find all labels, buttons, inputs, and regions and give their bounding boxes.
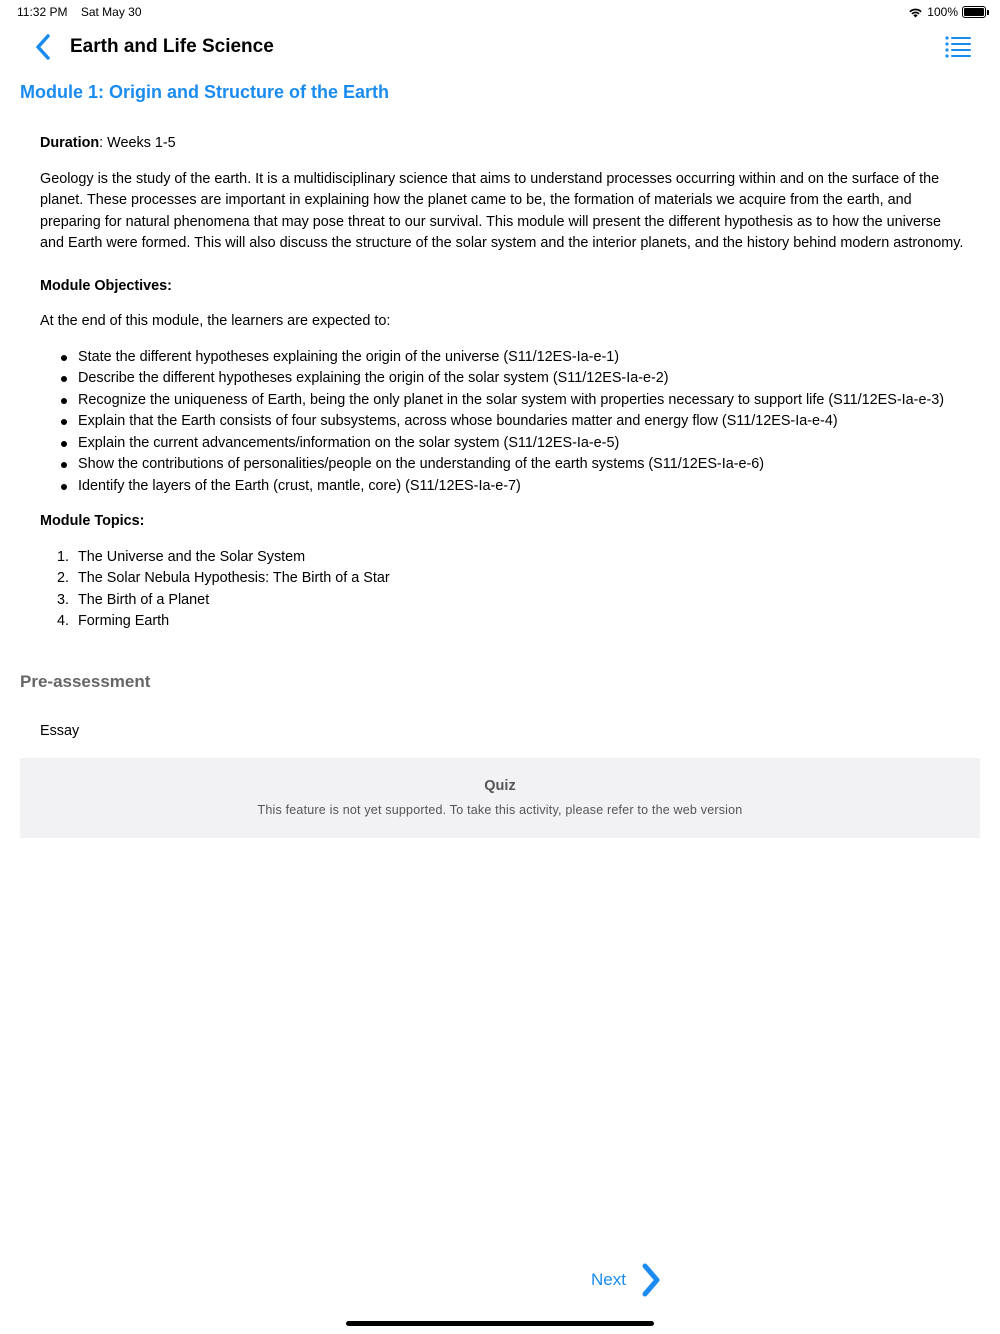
list-icon bbox=[944, 34, 972, 60]
status-date: Sat May 30 bbox=[80, 5, 142, 19]
status-bar bbox=[0, 0, 1000, 24]
status-left bbox=[17, 5, 152, 19]
status-time: 11:32 PM bbox=[17, 5, 68, 19]
topic-item bbox=[40, 611, 965, 633]
objective-item: State the different hypotheses explaining the origin of the universe (S11/12ES-Ia-e-1) bbox=[40, 347, 965, 369]
objective-item: Explain that the Earth consists of four subsystems, across whose boundaries matter and energy flow (S11/12ES-Ia-e-4) bbox=[40, 411, 965, 433]
home-indicator[interactable] bbox=[346, 1321, 654, 1326]
chevron-right-icon bbox=[640, 1262, 662, 1298]
wifi-icon bbox=[908, 7, 923, 18]
objective-item: Recognize the uniqueness of Earth, being the only planet in the solar system with properties necessary to support life (S11/12ES-Ia-e-3) bbox=[40, 390, 965, 412]
topic-number: 4. bbox=[57, 613, 70, 629]
topic-label: The Universe and the Solar System bbox=[78, 548, 306, 565]
battery-percent: 100% bbox=[927, 5, 958, 19]
duration-line bbox=[40, 133, 965, 155]
topics-heading: Module Topics: bbox=[40, 513, 145, 529]
battery-fill bbox=[964, 8, 984, 16]
objective-item: Describe the different hypotheses explaining the origin of the solar system (S11/12ES-Ia-e-2) bbox=[40, 368, 965, 390]
preassessment-title: Pre-assessment bbox=[20, 672, 151, 691]
battery-icon bbox=[962, 6, 986, 18]
quiz-title: Quiz bbox=[484, 778, 516, 794]
chevron-left-icon bbox=[35, 34, 51, 60]
topic-number: 2. bbox=[57, 570, 70, 586]
topic-item bbox=[40, 590, 965, 612]
quiz-unsupported-card bbox=[20, 758, 980, 838]
menu-button[interactable] bbox=[944, 34, 972, 60]
module-title: Module 1: Origin and Structure of the Earth bbox=[20, 82, 390, 102]
topic-number: 3. bbox=[57, 591, 70, 608]
module-content bbox=[40, 133, 965, 633]
navigation-bar bbox=[0, 24, 1000, 72]
topic-item bbox=[40, 568, 965, 590]
objectives-list bbox=[40, 347, 965, 498]
back-button[interactable] bbox=[28, 32, 58, 62]
topic-label: The Solar Nebula Hypothesis: The Birth of a Star bbox=[78, 570, 390, 586]
duration-label: Duration bbox=[40, 135, 100, 151]
topic-label: Forming Earth bbox=[78, 613, 170, 629]
module-description: Geology is the study of the earth. It is a multidisciplinary science that aims to understand processes occurring within and on the surface of the planet. These processes are important in explaining how the planet came to be, the formation of materials we acquire from the earth, and preparing for natural phenomena that may pose threat to our survival. This module will present the different hypothesis as to how the universe and Earth were formed. This will also discuss the structure of the solar system and the interior planets, and the history behind modern astronomy. bbox=[40, 170, 964, 251]
objective-item: Explain the current advancements/information on the solar system (S11/12ES-Ia-e-5) bbox=[40, 433, 965, 455]
next-button[interactable] bbox=[591, 1262, 662, 1298]
nav-title: Earth and Life Science bbox=[70, 36, 274, 57]
topics-list bbox=[40, 547, 965, 633]
topic-item bbox=[40, 547, 965, 569]
objective-item: Identify the layers of the Earth (crust, mantle, core) (S11/12ES-Ia-e-7) bbox=[40, 476, 965, 498]
status-right bbox=[908, 5, 986, 19]
topic-number: 1. bbox=[57, 548, 70, 565]
topic-label: The Birth of a Planet bbox=[78, 591, 210, 608]
objective-item: Show the contributions of personalities/people on the understanding of the earth systems (S11/12ES-Ia-e-6) bbox=[40, 454, 965, 476]
duration-value: : Weeks 1-5 bbox=[99, 135, 176, 151]
quiz-message: This feature is not yet supported. To take this activity, please refer to the web version bbox=[257, 803, 743, 817]
objectives-intro: At the end of this module, the learners are expected to: bbox=[40, 313, 391, 329]
objectives-heading: Module Objectives: bbox=[40, 277, 172, 294]
next-label: Next bbox=[591, 1270, 626, 1289]
essay-label: Essay bbox=[40, 723, 80, 739]
